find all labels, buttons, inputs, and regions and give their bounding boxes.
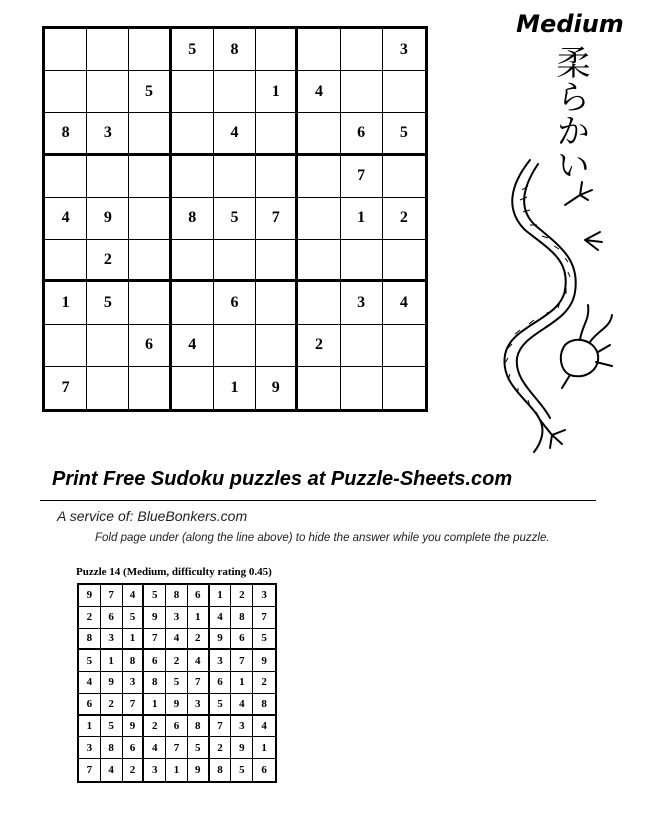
puzzle-cell: 1 (256, 71, 298, 113)
answer-cell: 1 (123, 629, 145, 651)
answer-cell: 8 (101, 737, 123, 759)
answer-cell: 8 (123, 650, 145, 672)
puzzle-cell (256, 282, 298, 324)
puzzle-cell: 2 (383, 198, 425, 240)
answer-cell: 9 (144, 607, 166, 629)
puzzle-cell (45, 156, 87, 198)
puzzle-cell: 1 (214, 367, 256, 409)
answer-cell: 5 (231, 759, 253, 781)
puzzle-cell (298, 29, 340, 71)
puzzle-cell (172, 71, 214, 113)
answer-cell: 1 (166, 759, 188, 781)
puzzle-cell: 9 (256, 367, 298, 409)
puzzle-cell (341, 325, 383, 367)
puzzle-cell (256, 156, 298, 198)
puzzle-cell: 3 (341, 282, 383, 324)
puzzle-cell: 6 (214, 282, 256, 324)
puzzle-cell (214, 240, 256, 282)
puzzle-cell: 9 (87, 198, 129, 240)
answer-cell: 7 (144, 629, 166, 651)
answer-cell: 2 (188, 629, 210, 651)
puzzle-cell: 5 (172, 29, 214, 71)
answer-cell: 2 (144, 716, 166, 738)
puzzle-cell (383, 367, 425, 409)
answer-cell: 2 (123, 759, 145, 781)
answer-cell: 9 (188, 759, 210, 781)
puzzle-cell (87, 29, 129, 71)
answer-cell: 7 (188, 672, 210, 694)
puzzle-cell (45, 29, 87, 71)
puzzle-cell: 8 (214, 29, 256, 71)
puzzle-cell (298, 240, 340, 282)
answer-cell: 6 (166, 716, 188, 738)
puzzle-cell: 4 (45, 198, 87, 240)
answer-cell: 9 (210, 629, 232, 651)
puzzle-cell (383, 240, 425, 282)
puzzle-cell: 8 (45, 113, 87, 155)
answer-cell: 5 (79, 650, 101, 672)
answer-cell: 1 (144, 694, 166, 716)
answer-cell: 6 (188, 585, 210, 607)
answer-cell: 9 (253, 650, 275, 672)
answer-cell: 4 (123, 585, 145, 607)
puzzle-cell (341, 71, 383, 113)
answer-cell: 8 (210, 759, 232, 781)
puzzle-cell (129, 113, 171, 155)
service-line: A service of: BlueBonkers.com (57, 508, 248, 524)
fold-line (40, 500, 596, 501)
answer-cell: 8 (166, 585, 188, 607)
answer-cell: 9 (79, 585, 101, 607)
puzzle-cell: 5 (129, 71, 171, 113)
answer-cell: 5 (166, 672, 188, 694)
puzzle-cell (45, 325, 87, 367)
puzzle-cell (341, 240, 383, 282)
answer-cell: 7 (79, 759, 101, 781)
answer-cell: 3 (253, 585, 275, 607)
puzzle-cell (383, 156, 425, 198)
answer-cell: 4 (253, 716, 275, 738)
answer-cell: 1 (79, 716, 101, 738)
puzzle-cell (298, 156, 340, 198)
puzzle-cell (298, 367, 340, 409)
answer-cell: 9 (101, 672, 123, 694)
answer-cell: 2 (253, 672, 275, 694)
puzzle-cell (214, 71, 256, 113)
puzzle-cell (172, 282, 214, 324)
answer-cell: 2 (101, 694, 123, 716)
puzzle-cell (129, 240, 171, 282)
puzzle-cell: 5 (214, 198, 256, 240)
fold-instructions: Fold page under (along the line above) to hide the answer while you complete the puzzle. (95, 532, 550, 544)
puzzle-cell (298, 198, 340, 240)
puzzle-cell: 4 (298, 71, 340, 113)
dragon-body (504, 160, 565, 452)
answer-cell: 7 (231, 650, 253, 672)
answer-cell: 8 (253, 694, 275, 716)
answer-cell: 1 (253, 737, 275, 759)
answer-cell: 3 (123, 672, 145, 694)
answer-cell: 9 (123, 716, 145, 738)
puzzle-cell (129, 198, 171, 240)
answer-cell: 4 (144, 737, 166, 759)
answer-cell: 6 (144, 650, 166, 672)
puzzle-cell: 6 (341, 113, 383, 155)
answer-cell: 4 (101, 759, 123, 781)
answer-cell: 8 (188, 716, 210, 738)
answer-cell: 1 (188, 607, 210, 629)
answer-cell: 6 (123, 737, 145, 759)
puzzle-cell (87, 325, 129, 367)
puzzle-cell (172, 156, 214, 198)
puzzle-cell (383, 325, 425, 367)
answer-cell: 3 (144, 759, 166, 781)
puzzle-cell (87, 156, 129, 198)
puzzle-cell (298, 282, 340, 324)
answer-cell: 5 (123, 607, 145, 629)
answer-cell: 5 (144, 585, 166, 607)
answer-cell: 3 (210, 650, 232, 672)
puzzle-cell: 5 (383, 113, 425, 155)
dragon-illustration (470, 130, 620, 460)
difficulty-label: Medium (516, 10, 624, 38)
answer-cell: 5 (210, 694, 232, 716)
dragon-claw (565, 182, 592, 205)
dragon-claw (540, 420, 565, 448)
answer-cell: 3 (79, 737, 101, 759)
answer-cell: 1 (101, 650, 123, 672)
answer-cell: 8 (144, 672, 166, 694)
answer-cell: 7 (253, 607, 275, 629)
answer-cell: 6 (231, 629, 253, 651)
answer-cell: 8 (79, 629, 101, 651)
answer-cell: 3 (101, 629, 123, 651)
dragon-claw (585, 232, 602, 250)
puzzle-cell (341, 367, 383, 409)
puzzle-cell (172, 367, 214, 409)
answer-cell: 3 (231, 716, 253, 738)
puzzle-cell (87, 367, 129, 409)
puzzle-cell: 4 (383, 282, 425, 324)
answer-cell: 6 (101, 607, 123, 629)
puzzle-cell: 4 (214, 113, 256, 155)
puzzle-cell (129, 29, 171, 71)
answer-cell: 4 (210, 607, 232, 629)
puzzle-cell (172, 113, 214, 155)
puzzle-cell: 1 (45, 282, 87, 324)
puzzle-cell (87, 71, 129, 113)
answer-cell: 9 (166, 694, 188, 716)
dragon-head (561, 340, 612, 388)
answer-cell: 9 (231, 737, 253, 759)
puzzle-cell (383, 71, 425, 113)
puzzle-cell (45, 240, 87, 282)
puzzle-cell: 1 (341, 198, 383, 240)
puzzle-cell: 8 (172, 198, 214, 240)
answer-caption: Puzzle 14 (Medium, difficulty rating 0.45) (76, 566, 272, 578)
puzzle-cell (298, 113, 340, 155)
answer-cell: 3 (188, 694, 210, 716)
kanji-title: 柔らかい (550, 45, 590, 181)
puzzle-cell (341, 29, 383, 71)
puzzle-cell (256, 29, 298, 71)
answer-cell: 7 (123, 694, 145, 716)
answer-cell: 7 (210, 716, 232, 738)
puzzle-cell: 6 (129, 325, 171, 367)
puzzle-cell (172, 240, 214, 282)
answer-cell: 1 (210, 585, 232, 607)
puzzle-cell (256, 113, 298, 155)
answer-cell: 2 (210, 737, 232, 759)
puzzle-cell (214, 325, 256, 367)
promo-heading: Print Free Sudoku puzzles at Puzzle-Sheets.com (52, 468, 513, 490)
answer-cell: 2 (79, 607, 101, 629)
answer-cell: 2 (231, 585, 253, 607)
puzzle-cell (129, 367, 171, 409)
answer-cell: 4 (188, 650, 210, 672)
puzzle-cell (45, 71, 87, 113)
puzzle-cell: 3 (87, 113, 129, 155)
puzzle-cell: 2 (87, 240, 129, 282)
puzzle-cell (256, 240, 298, 282)
answer-cell: 6 (210, 672, 232, 694)
answer-cell: 4 (166, 629, 188, 651)
puzzle-cell (129, 282, 171, 324)
answer-cell: 7 (166, 737, 188, 759)
puzzle-cell (214, 156, 256, 198)
puzzle-cell: 7 (45, 367, 87, 409)
puzzle-cell: 5 (87, 282, 129, 324)
puzzle-cell: 7 (256, 198, 298, 240)
answer-cell: 4 (231, 694, 253, 716)
puzzle-cell: 7 (341, 156, 383, 198)
puzzle-cell: 4 (172, 325, 214, 367)
answer-cell: 7 (101, 585, 123, 607)
sudoku-puzzle-grid (42, 26, 428, 412)
dragon-whisker (580, 305, 612, 342)
answer-cell: 6 (79, 694, 101, 716)
puzzle-cell (129, 156, 171, 198)
answer-cell: 6 (261, 764, 267, 777)
puzzle-cell (256, 325, 298, 367)
answer-cell: 5 (101, 716, 123, 738)
answer-cell: 8 (231, 607, 253, 629)
puzzle-cell: 3 (383, 29, 425, 71)
answer-cell: 3 (166, 607, 188, 629)
answer-cell: 2 (166, 650, 188, 672)
answer-cell: 4 (79, 672, 101, 694)
answer-cell: 1 (231, 672, 253, 694)
puzzle-cell: 2 (298, 325, 340, 367)
sudoku-answer-grid (77, 583, 277, 783)
answer-cell: 5 (188, 737, 210, 759)
answer-cell: 5 (253, 629, 275, 651)
